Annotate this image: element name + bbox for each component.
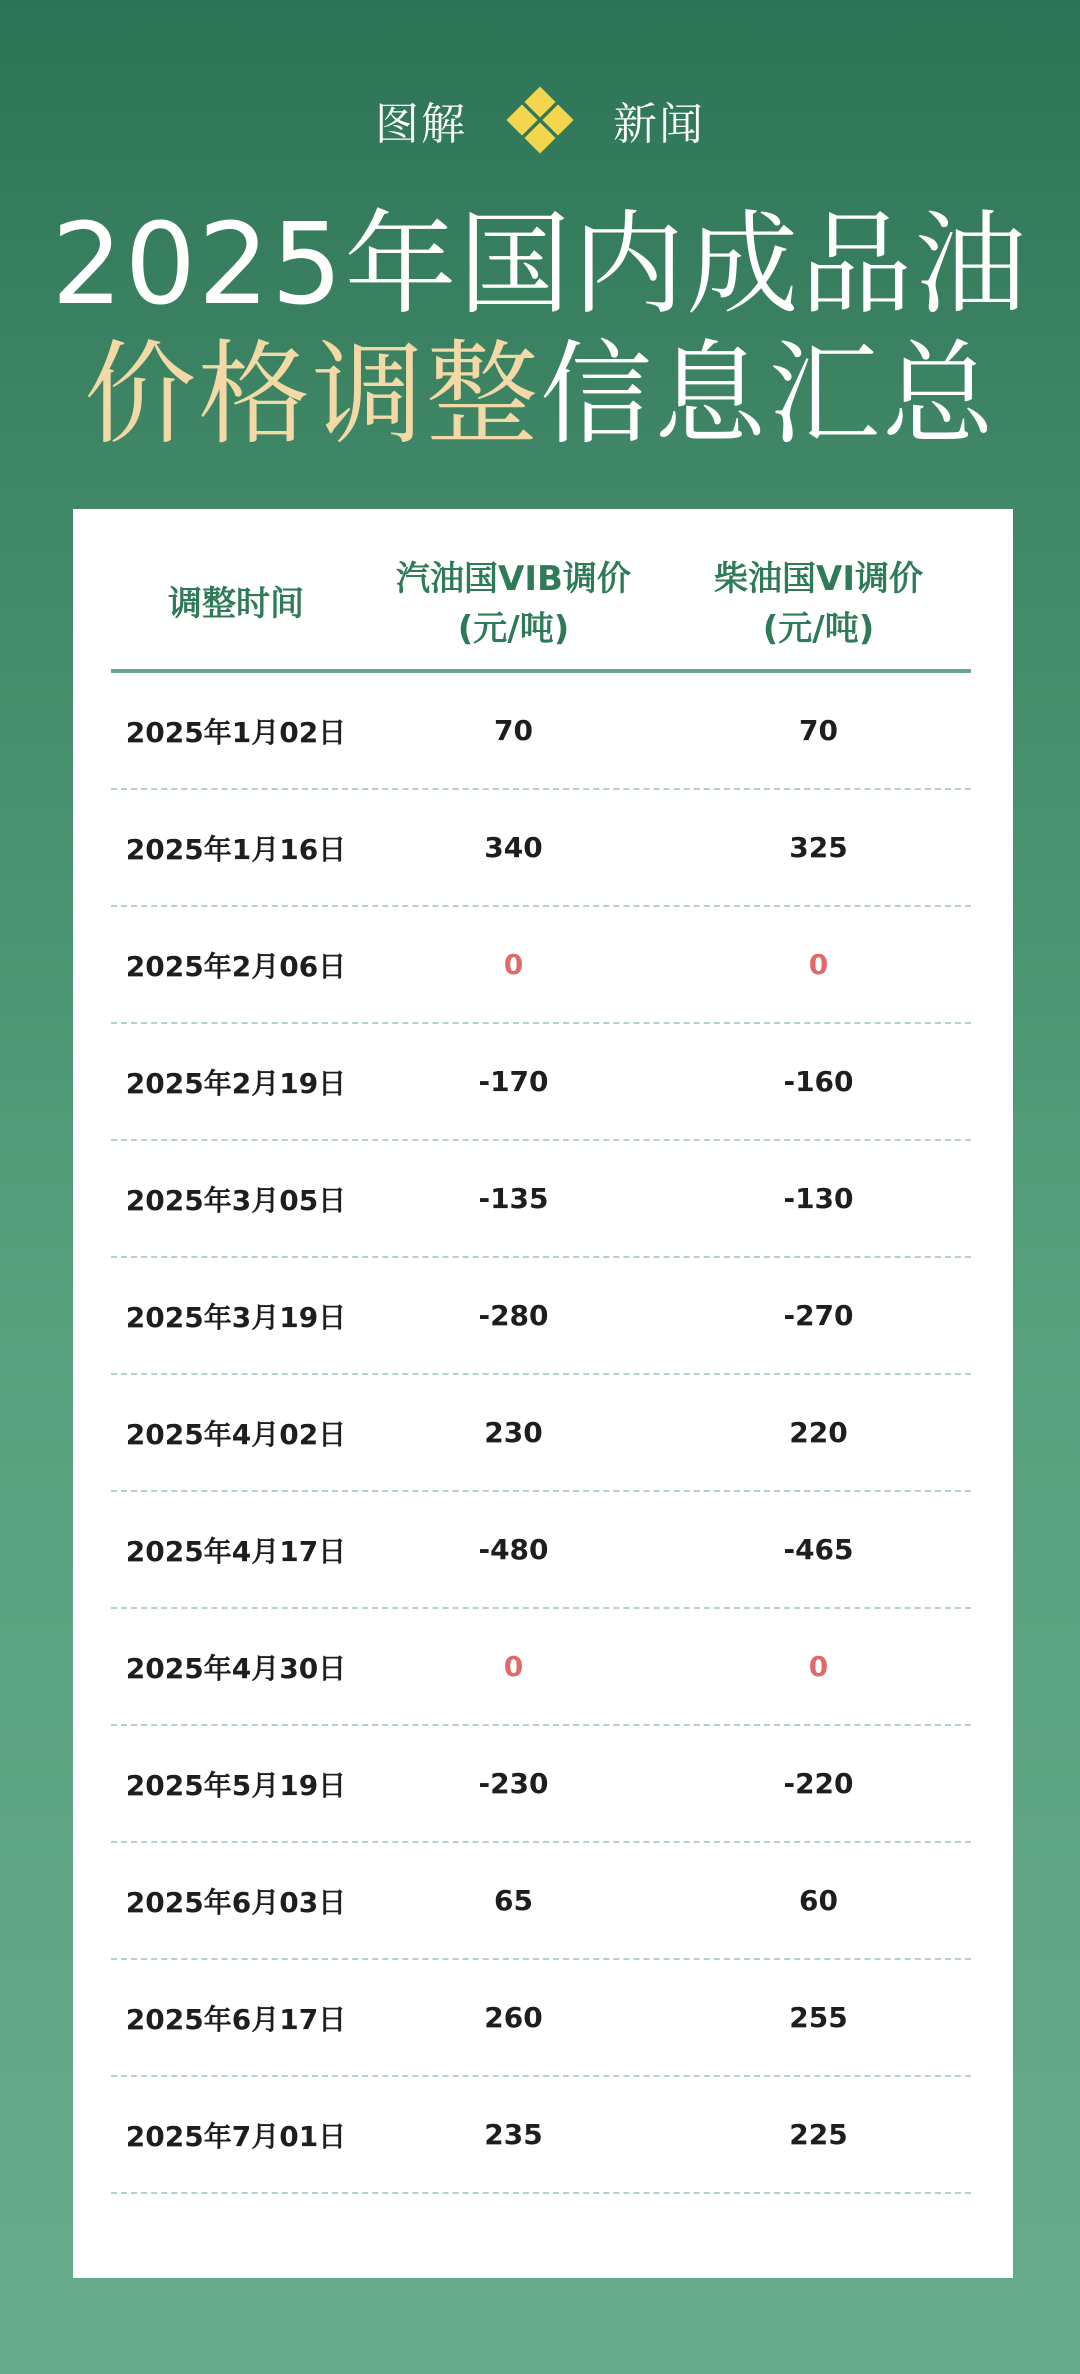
table-row [111, 1141, 971, 1258]
table-row [111, 1024, 971, 1141]
title-rest: 信息汇总 [540, 330, 996, 460]
diesel-cell: 220 [789, 1416, 848, 1449]
gasoline-cell: 235 [484, 2118, 543, 2151]
header-right-label: 新闻 [613, 99, 705, 150]
table-row [111, 1258, 971, 1375]
date-cell: 2025年4月30日 [125, 1651, 347, 1685]
table-card [73, 509, 1013, 2278]
gasoline-cell: 65 [494, 1884, 533, 1917]
diesel-cell: -465 [783, 1533, 854, 1566]
table-row [111, 1609, 971, 1726]
diesel-cell: -270 [783, 1299, 854, 1332]
table-row [111, 2077, 971, 2194]
gasoline-cell: 260 [484, 2001, 543, 2034]
diesel-cell: 0 [808, 1650, 829, 1683]
column-header-gasoline [361, 539, 666, 669]
column-header-gasoline-unit: (元/吨) [457, 609, 570, 649]
table-row [111, 790, 971, 907]
gasoline-cell: -280 [478, 1299, 549, 1332]
date-cell: 2025年4月17日 [125, 1534, 347, 1568]
page-title-line2 [0, 330, 1080, 460]
table-row [111, 673, 971, 790]
date-cell: 2025年1月16日 [125, 832, 347, 866]
diesel-cell: -220 [783, 1767, 854, 1800]
table-header [111, 539, 971, 673]
gasoline-cell: -230 [478, 1767, 549, 1800]
diesel-cell: 60 [799, 1884, 838, 1917]
header-row [0, 88, 1080, 152]
date-cell: 2025年6月17日 [125, 2002, 347, 2036]
table-row [111, 1960, 971, 2077]
date-cell: 2025年6月03日 [125, 1885, 347, 1919]
date-cell: 2025年2月19日 [125, 1066, 347, 1100]
date-cell: 2025年7月01日 [125, 2119, 347, 2153]
diesel-cell: 325 [789, 831, 848, 864]
gasoline-cell: 0 [503, 948, 524, 981]
gasoline-cell: 230 [484, 1416, 543, 1449]
date-cell: 2025年5月19日 [125, 1768, 347, 1802]
column-header-date [111, 539, 361, 669]
diesel-cell: 0 [808, 948, 829, 981]
date-cell: 2025年2月06日 [125, 949, 347, 983]
diesel-cell: 70 [799, 714, 838, 747]
table-row [111, 1375, 971, 1492]
column-header-diesel-label: 柴油国VI调价 [714, 559, 923, 599]
gasoline-cell: -480 [478, 1533, 549, 1566]
table-row [111, 1492, 971, 1609]
page-title-line1: 2025年国内成品油 [51, 200, 1029, 330]
gasoline-cell: -170 [478, 1065, 549, 1098]
gasoline-cell: 340 [484, 831, 543, 864]
gasoline-cell: 0 [503, 1650, 524, 1683]
column-header-diesel-unit: (元/吨) [762, 609, 875, 649]
column-header-diesel [666, 539, 971, 669]
diesel-cell: 225 [789, 2118, 848, 2151]
date-cell: 2025年1月02日 [125, 715, 347, 749]
table-row [111, 907, 971, 1024]
gasoline-cell: 70 [494, 714, 533, 747]
table-row [111, 1726, 971, 1843]
four-diamond-icon [507, 87, 573, 153]
diesel-cell: -160 [783, 1065, 854, 1098]
header-left-label: 图解 [375, 99, 467, 150]
date-cell: 2025年3月19日 [125, 1300, 347, 1334]
title-highlight: 价格调整 [84, 330, 540, 460]
column-header-date-label: 调整时间 [168, 584, 304, 624]
date-cell: 2025年4月02日 [125, 1417, 347, 1451]
table-body [111, 673, 971, 2194]
date-cell: 2025年3月05日 [125, 1183, 347, 1217]
diesel-cell: -130 [783, 1182, 854, 1215]
table-row [111, 1843, 971, 1960]
gasoline-cell: -135 [478, 1182, 549, 1215]
column-header-gasoline-label: 汽油国VIB调价 [396, 559, 631, 599]
diesel-cell: 255 [789, 2001, 848, 2034]
